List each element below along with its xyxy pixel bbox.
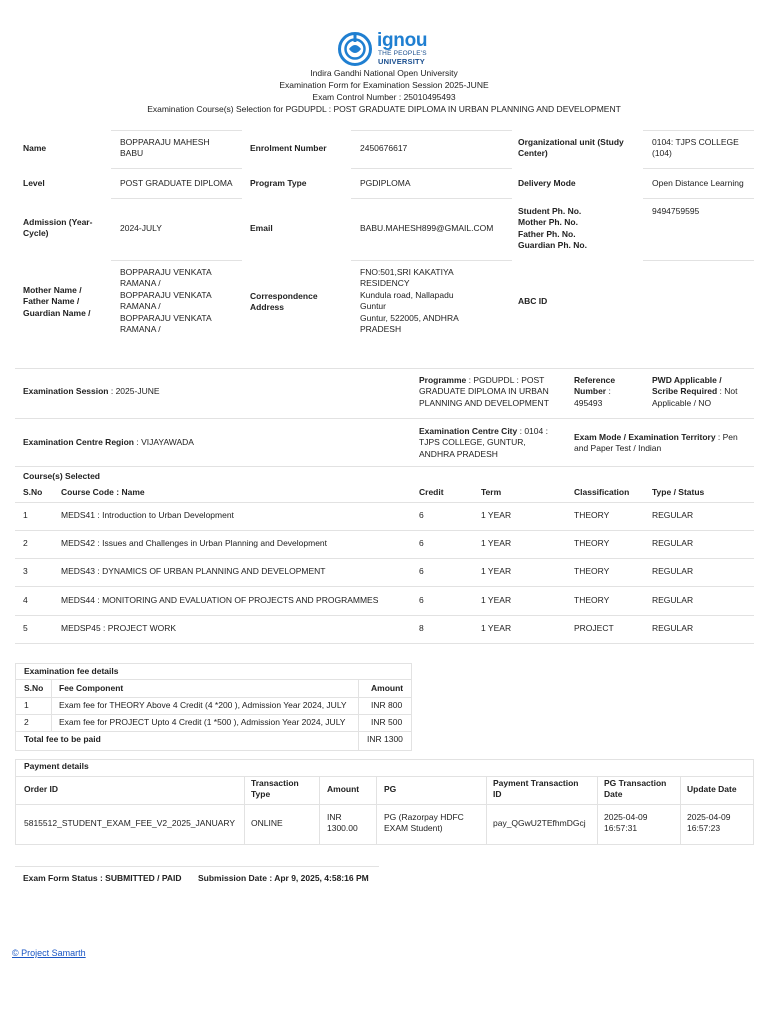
fee-title: Examination fee details [24, 666, 119, 676]
delivery-mode-value: Open Distance Learning [652, 178, 744, 188]
col-type-status: Type / Status [652, 487, 705, 497]
ignou-emblem-icon [338, 32, 372, 66]
enrolment-value: 2450676617 [360, 143, 408, 153]
address-value: FNO:501,SRI KAKATIYA RESIDENCY Kundula road, Nallapadu Guntur Guntur, 522005, ANDHRA PRADESH [360, 267, 459, 335]
ignou-logo [336, 30, 436, 68]
fee-col-sno: S.No [24, 683, 44, 693]
programme: Programme : PGDUPDL : POST GRADUATE DIPLOMA IN URBAN PLANNING AND DEVELOPMENT [419, 375, 549, 408]
org-unit-label: Organizational unit (Study Center) [518, 137, 624, 159]
phone-labels: Student Ph. No. Mother Ph. No. Father Ph. No. Guardian Ph. No. [518, 206, 587, 251]
col-term: Term [481, 487, 502, 497]
form-title: Examination Form for Examination Session 2025-JUNE [279, 80, 489, 90]
org-unit-value: 0104: TJPS COLLEGE (104) [652, 137, 739, 159]
logo-tagline-university: UNIVERSITY [378, 57, 426, 66]
exam-centre-city: Examination Centre City : 0104 : TJPS COLLEGE, GUNTUR, ANDHRA PRADESH [419, 426, 548, 459]
admission-label: Admission (Year- Cycle) [23, 217, 93, 239]
payment-details-table: Payment details Order ID Transaction Type Amount PG Payment Transaction ID PG Transaction Date Update Date 5815512_STUDENT_EXAM_FEE_V2_2025_JANUARY ONLINE INR 1300.00 PG (Razorpay HDFC EXAM Student) pay_QGwU2TEfhmDGcj 2025-04-09 16:57:31 2025-04-09 16:57:23 [15, 759, 754, 845]
address-label: Correspondence Address [250, 291, 318, 313]
courses-section-title: Course(s) Selected [23, 471, 100, 481]
abc-id-label: ABC ID [518, 296, 548, 306]
col-credit: Credit [419, 487, 444, 497]
name-value: BOPPARAJU MAHESH BABU [120, 137, 210, 159]
fee-total-label: Total fee to be paid [24, 734, 101, 744]
name-label: Name [23, 143, 47, 153]
level-value: POST GRADUATE DIPLOMA [120, 178, 233, 188]
fee-col-component: Fee Component [59, 683, 124, 693]
exam-centre-region: Examination Centre Region : VIJAYAWADA [23, 437, 194, 447]
col-course: Course Code : Name [61, 487, 145, 497]
project-samarth-link[interactable]: © Project Samarth [12, 948, 86, 958]
course-selection-heading: Examination Course(s) Selection for PGDUPDL : POST GRADUATE DIPLOMA IN URBAN PLANNING AND DEVELOPMENT [147, 104, 621, 114]
phone-value: 9494759595 [652, 206, 700, 216]
level-label: Level [23, 178, 45, 188]
email-value: BABU.MAHESH899@GMAIL.COM [360, 223, 494, 233]
exam-control-number: Exam Control Number : 25010495493 [312, 92, 456, 102]
exam-mode: Exam Mode / Examination Territory : Pen and Paper Test / Indian [574, 432, 738, 454]
fee-total-value: INR 1300 [367, 734, 403, 744]
submission-date: Submission Date : Apr 9, 2025, 4:58:16 PM [198, 873, 369, 883]
program-type-label: Program Type [250, 178, 307, 188]
exam-session: Examination Session : 2025-JUNE [23, 386, 160, 396]
exam-form-status: Exam Form Status : SUBMITTED / PAID [23, 873, 182, 883]
col-sno: S.No [23, 487, 43, 497]
parent-names-label: Mother Name / Father Name / Guardian Name / [23, 285, 91, 318]
delivery-mode-label: Delivery Mode [518, 178, 576, 188]
col-classification: Classification [574, 487, 630, 497]
parent-names-value: BOPPARAJU VENKATA RAMANA / BOPPARAJU VENKATA RAMANA / BOPPARAJU VENKATA RAMANA / [120, 267, 212, 335]
logo-wordmark: ignou [377, 30, 428, 51]
enrolment-label: Enrolment Number [250, 143, 327, 153]
fee-col-amount: Amount [371, 683, 404, 693]
university-name: Indira Gandhi National Open University [310, 68, 458, 78]
email-label: Email [250, 223, 273, 233]
fee-details-table: Examination fee details S.No Fee Component Amount 1 Exam fee for THEORY Above 4 Credit (4 *200 ), Admission Year 2024, JULY INR 800 2 Exam fee for PROJECT Upto 4 Credit (1 *500 ), Admission Year 2024, JULY INR 500 Total fee to be paid INR 1300 [15, 663, 412, 751]
logo-tagline: THE PEOPLE'S [378, 50, 427, 57]
payment-title: Payment details [24, 761, 89, 771]
admission-value: 2024-JULY [120, 223, 162, 233]
program-type-value: PGDIPLOMA [360, 178, 411, 188]
reference-number: Reference Number : 495493 [574, 375, 616, 408]
pwd-scribe: PWD Applicable / Scribe Required : Not Applicable / NO [652, 375, 738, 408]
